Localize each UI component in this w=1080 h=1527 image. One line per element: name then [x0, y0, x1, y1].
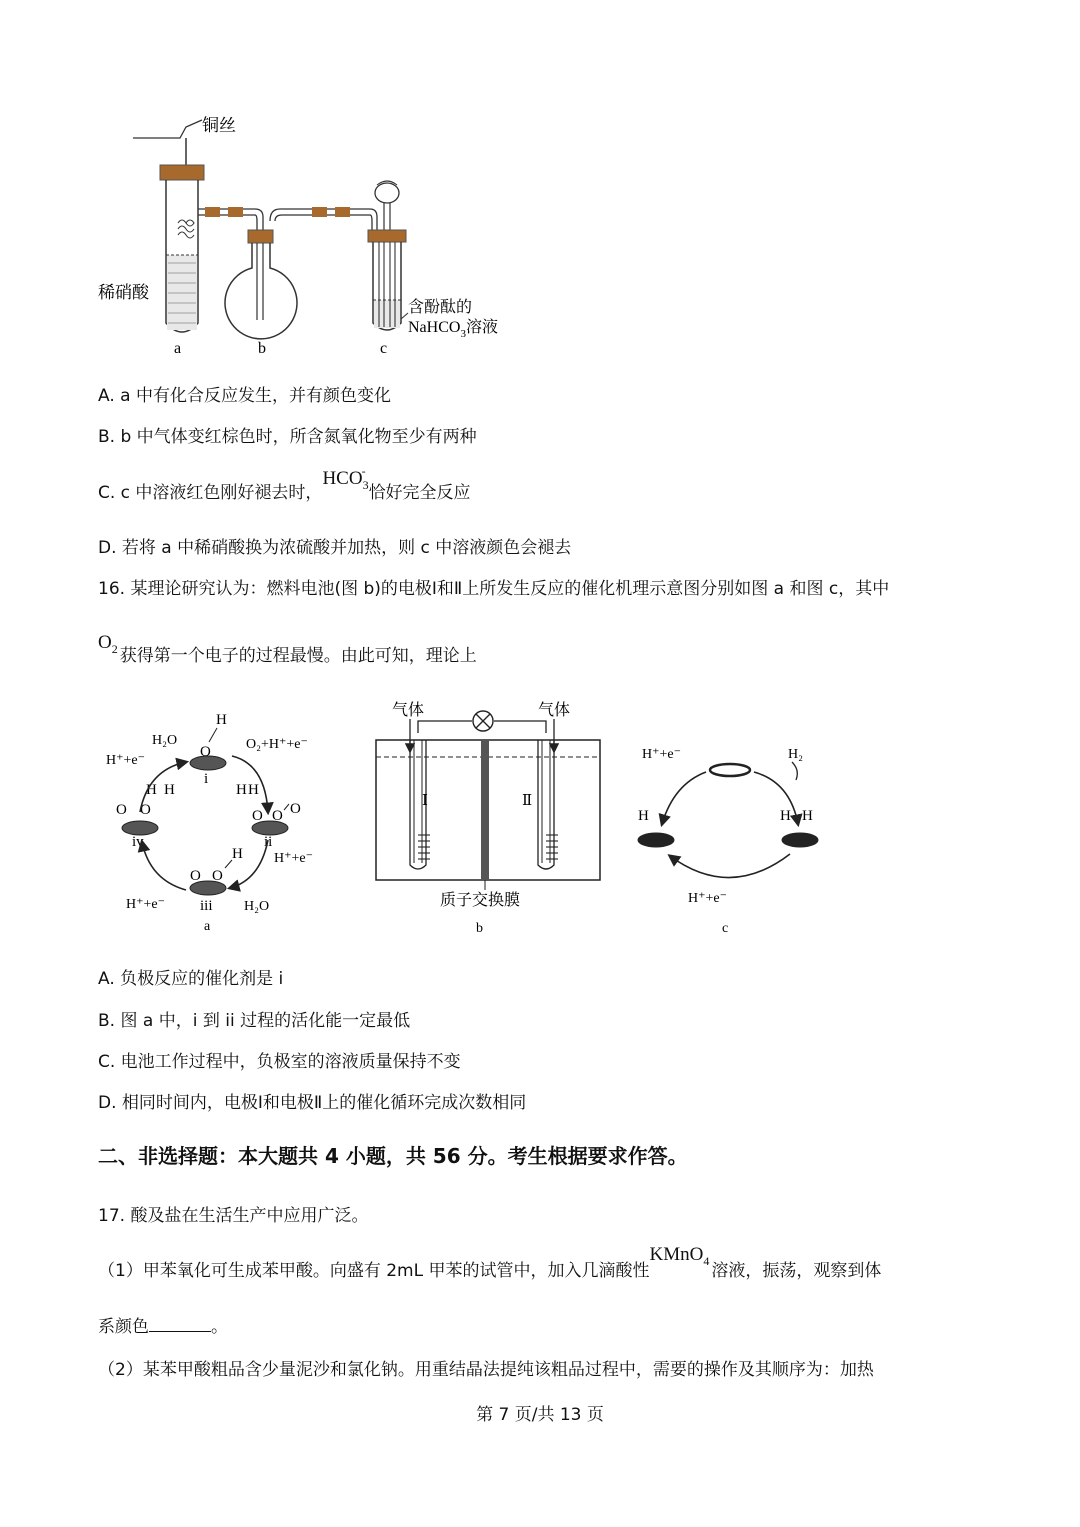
- svg-text:H⁺+e⁻: H⁺+e⁻: [688, 891, 727, 906]
- section-heading-nonchoice: 二、非选择题：本大题共 4 小题，共 56 分。考生根据要求作答。: [98, 1144, 688, 1168]
- svg-text:O: O: [212, 868, 223, 884]
- svg-text:H⁺+e⁻: H⁺+e⁻: [106, 753, 145, 768]
- catalyst-site-iv: [122, 821, 158, 835]
- q16-option-b: B. 图 a 中，i 到 ii 过程的活化能一定最低: [98, 1011, 411, 1031]
- svg-text:H: H: [164, 782, 175, 798]
- q15-option-b: B. b 中气体变红棕色时，所含氮氧化物至少有两种: [98, 427, 477, 447]
- copper-wire-label: 铜丝: [202, 116, 236, 135]
- svg-text:H₂: H₂: [788, 747, 803, 762]
- svg-text:H: H: [236, 782, 247, 798]
- svg-text:H⁺+e⁻: H⁺+e⁻: [642, 747, 681, 762]
- svg-text:H: H: [248, 782, 259, 798]
- svg-text:O: O: [116, 802, 127, 818]
- svg-text:i: i: [204, 771, 209, 787]
- page-footer: 第 7 页/共 13 页: [476, 1405, 604, 1425]
- svg-text:O: O: [290, 801, 301, 817]
- svg-text:H₂O: H₂O: [244, 899, 270, 914]
- q15-option-c: C. c 中溶液红色刚好褪去时，$HCO_3^-$恰好完全反应: [98, 463, 471, 503]
- svg-text:H: H: [232, 846, 243, 862]
- apparatus-label-c: c: [380, 340, 388, 357]
- svg-text:H: H: [216, 712, 227, 728]
- q17-part1: （1）甲苯氧化可生成苯甲酸。向盛有 2mL 甲苯的试管中，加入几滴酸性KMnO$_4$溶液，振荡，观察到体: [98, 1244, 882, 1281]
- solution-label-line1: 含酚酞的: [408, 299, 473, 316]
- q16-stem-line2: $O_2$ 获得第一个电子的过程最慢。由此可知，理论上: [98, 632, 477, 666]
- svg-text:H⁺+e⁻: H⁺+e⁻: [126, 897, 165, 912]
- figure-b-label: b: [476, 921, 483, 936]
- svg-text:O: O: [200, 744, 211, 760]
- gas-inlet-left-label: 气体: [392, 702, 425, 719]
- gas-inlet-right-label: 气体: [538, 702, 571, 719]
- figure-a-label: a: [204, 919, 211, 934]
- q16-option-c: C. 电池工作过程中，负极室的溶液质量保持不变: [98, 1052, 461, 1072]
- q17-part1-cont: 系颜色 。: [98, 1317, 228, 1337]
- electrode-II-label: Ⅱ: [522, 793, 533, 809]
- q15-option-d: D. 若将 a 中稀硝酸换为浓硫酸并加热，则 c 中溶液颜色会褪去: [98, 538, 572, 558]
- svg-text:O: O: [140, 802, 151, 818]
- svg-text:H: H: [638, 808, 649, 824]
- catalyst-site-right: [782, 833, 818, 847]
- electrode-I-label: Ⅰ: [422, 793, 428, 809]
- svg-text:H: H: [802, 808, 813, 824]
- svg-text:H: H: [146, 782, 157, 798]
- copper-wire-leader: [133, 120, 202, 138]
- q16-figure-a-cycle: [100, 700, 350, 940]
- proton-exchange-membrane: [481, 740, 489, 880]
- answer-blank[interactable]: [149, 1317, 211, 1332]
- figure-c-label: c: [722, 921, 729, 936]
- svg-text:H₂O: H₂O: [152, 733, 178, 748]
- q17-part2: （2）某苯甲酸粗品含少量泥沙和氯化钠。用重结晶法提纯该粗品过程中，需要的操作及其顺序为：加热: [98, 1360, 874, 1380]
- catalyst-site-left: [638, 833, 674, 847]
- solution-label-line2: NaHCO$_3$溶液: [408, 319, 498, 340]
- dilute-nitric-label: 稀硝酸: [98, 283, 149, 302]
- svg-text:O: O: [252, 808, 263, 824]
- svg-text:O: O: [272, 808, 283, 824]
- svg-text:O₂+H⁺+e⁻: O₂+H⁺+e⁻: [246, 737, 308, 752]
- svg-text:H: H: [780, 808, 791, 824]
- q16-stem-line1: 16. 某理论研究认为：燃料电池(图 b)的电极Ⅰ和Ⅱ上所发生反应的催化机理示意图分别如图 a 和图 c，其中: [98, 579, 890, 599]
- q17-stem: 17. 酸及盐在生活生产中应用广泛。: [98, 1206, 369, 1226]
- svg-text:O: O: [190, 868, 201, 884]
- svg-text:iv: iv: [132, 834, 144, 850]
- q16-option-d: D. 相同时间内，电极Ⅰ和电极Ⅱ上的催化循环完成次数相同: [98, 1093, 527, 1113]
- q15-apparatus-figure: [90, 105, 530, 365]
- apparatus-label-a: a: [174, 340, 182, 357]
- catalyst-site-top: [710, 764, 750, 776]
- svg-text:H⁺+e⁻: H⁺+e⁻: [274, 851, 313, 866]
- svg-text:iii: iii: [200, 898, 213, 914]
- apparatus-label-b: b: [258, 340, 266, 357]
- membrane-label: 质子交换膜: [440, 892, 521, 909]
- svg-text:ii: ii: [264, 834, 273, 850]
- q16-figure-b-fuel-cell: [370, 695, 610, 940]
- q15-option-a: A. a 中有化合反应发生，并有颜色变化: [98, 386, 391, 406]
- q16-option-a: A. 负极反应的催化剂是 i: [98, 969, 284, 989]
- q16-figure-c-cycle: [630, 740, 840, 940]
